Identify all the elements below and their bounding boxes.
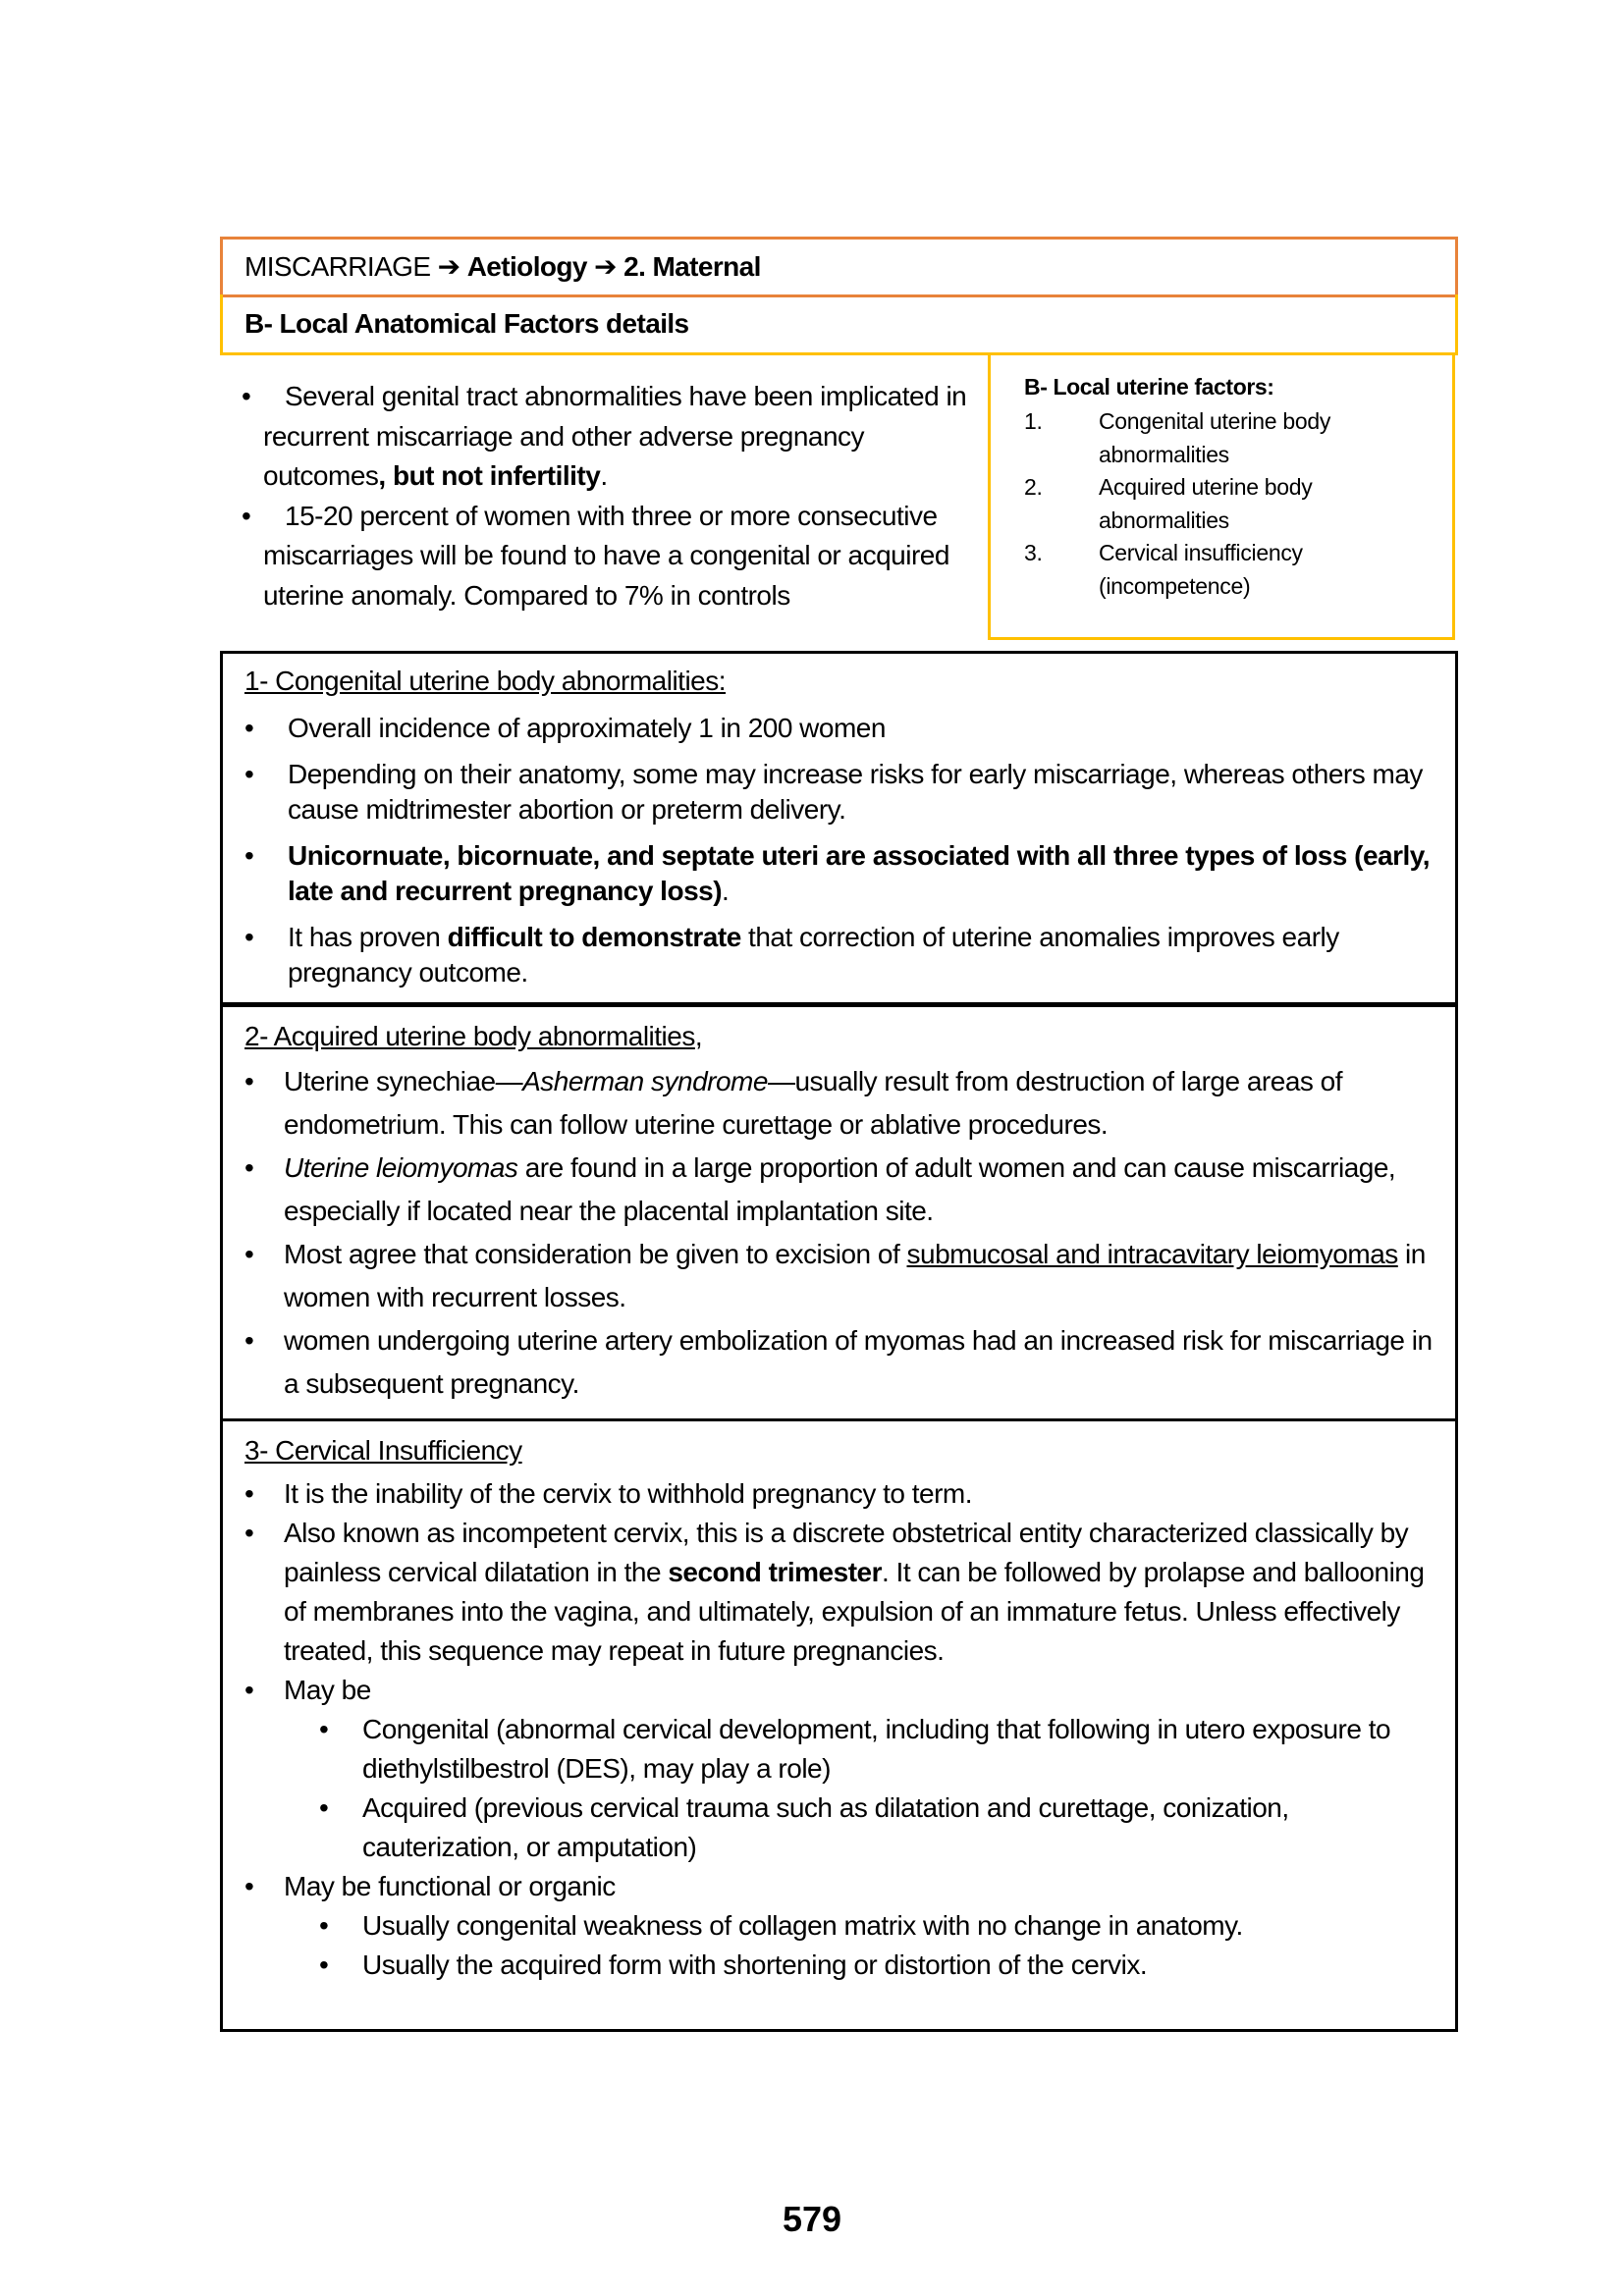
section-heading: [244, 1021, 702, 1052]
bold-text: difficult to demonstrate: [447, 922, 741, 952]
breadcrumb: [244, 250, 761, 283]
item-text: Acquired (previous cervical trauma such as dilatation and curettage, conization, cauterization, or amputation): [362, 1792, 1289, 1862]
bold-text: Unicornuate, bicornuate, and septate uteri are associated with all three types of loss (early, late and recurrent pregnancy loss): [288, 840, 1431, 906]
text-run: are found in a large proportion of adult women and can cause miscarriage, especially if located near the placental implantation site.: [284, 1152, 1396, 1226]
item-text: [263, 381, 966, 491]
item-text: women undergoing uterine artery embolization of myomas had an increased risk for miscarriage in a subsequent pregnancy.: [284, 1325, 1433, 1399]
bullet-icon: •: [319, 1949, 329, 1980]
bullet-icon: •: [244, 1675, 254, 1705]
list-item: [242, 377, 988, 497]
bullet-icon: •: [319, 1714, 329, 1744]
heading-suffix: ,: [694, 1021, 703, 1051]
item-text: Cervical insufficiency (incompetence): [1099, 540, 1303, 599]
bold-text: , but not infertility: [378, 460, 601, 491]
bullet-icon: •: [244, 1066, 254, 1096]
text-run: that correction of uterine anomalies improves early pregnancy outcome.: [288, 922, 1339, 988]
italic-text: Asherman syndrome: [522, 1066, 768, 1096]
item-text: Usually congenital weakness of collagen matrix with no change in anatomy.: [362, 1910, 1243, 1941]
list-item: [244, 1233, 1437, 1319]
bullet-icon: •: [244, 1325, 254, 1356]
page-subtitle: B- Local Anatomical Factors details: [244, 308, 689, 339]
bullet-icon: •: [244, 840, 254, 871]
intro-section: [220, 355, 986, 650]
bullet-icon: •: [319, 1910, 329, 1941]
text-run: in women with recurrent losses.: [284, 1239, 1426, 1312]
bullet-icon: •: [244, 713, 254, 743]
item-text: Congenital (abnormal cervical development, including that following in utero exposure to diethylstilbestrol (DES), may play a role): [362, 1714, 1391, 1784]
sub-list-item: [244, 1710, 1437, 1789]
arrow-right-icon: ➔: [594, 251, 617, 282]
item-number: 3.: [1024, 540, 1043, 565]
text-run: .: [722, 876, 730, 906]
section-list: [244, 711, 1437, 1001]
section-acquired: [220, 1002, 1458, 1421]
list-item: [244, 1867, 1437, 1906]
bullet-icon: •: [319, 1792, 329, 1823]
local-uterine-factors-box: [988, 352, 1455, 640]
breadcrumb-level2: 2. Maternal: [623, 251, 761, 282]
text-run: Uterine synechiae—: [284, 1066, 523, 1096]
bullet-icon: •: [244, 922, 254, 952]
item-text: Usually the acquired form with shortening or distortion of the cervix.: [362, 1949, 1148, 1980]
text-run: Several genital tract abnormalities have been implicated in recurrent miscarriage and other adverse pregnancy outcomes: [263, 381, 967, 491]
item-text: May be: [284, 1675, 371, 1705]
bullet-icon: •: [244, 759, 254, 789]
item-number: 1.: [1024, 408, 1043, 434]
breadcrumb-header: [220, 237, 1458, 297]
sub-list-item: [244, 1946, 1437, 1985]
arrow-right-icon: ➔: [437, 251, 460, 282]
item-number: 2.: [1024, 474, 1043, 500]
breadcrumb-level1: Aetiology: [466, 251, 587, 282]
heading-text: 2- Acquired uterine body abnormalities: [244, 1021, 695, 1051]
list-item: [244, 757, 1437, 828]
bullet-icon: •: [244, 1239, 254, 1269]
section-heading: 3- Cervical Insufficiency: [244, 1435, 522, 1466]
list-item: [244, 1514, 1437, 1671]
subtitle-header: [220, 294, 1458, 355]
item-text: Depending on their anatomy, some may increase risks for early miscarriage, whereas others may cause midtrimester abortion or preterm delivery.: [288, 759, 1423, 825]
list-item: [1024, 537, 1436, 603]
bullet-icon: •: [242, 500, 251, 531]
text-run: —usually result from destruction of large areas of endometrium. This can follow uterine curettage or ablative procedures.: [284, 1066, 1343, 1140]
list-item: [244, 920, 1437, 990]
section-heading: 1- Congenital uterine body abnormalities:: [244, 666, 727, 696]
item-text: It is the inability of the cervix to withhold pregnancy to term.: [284, 1478, 973, 1509]
sub-list-item: [244, 1789, 1437, 1867]
list-item: [242, 497, 988, 616]
list-item: [244, 1060, 1437, 1147]
list-item: [1024, 405, 1436, 471]
breadcrumb-root: MISCARRIAGE: [244, 251, 431, 282]
text-run: .: [600, 460, 608, 491]
item-text: May be functional or organic: [284, 1871, 616, 1901]
section-list: [244, 1474, 1437, 1985]
factors-list: [1024, 405, 1436, 603]
bullet-icon: •: [244, 1518, 254, 1548]
bullet-icon: •: [244, 1871, 254, 1901]
list-item: [244, 1474, 1437, 1514]
text-run: Most agree that consideration be given to excision of: [284, 1239, 907, 1269]
item-text: Congenital uterine body abnormalities: [1099, 408, 1331, 467]
text-run: Also known as incompetent cervix, this is a discrete obstetrical entity characterized classically by painless cervical dilatation in the: [284, 1518, 1409, 1587]
item-text: Overall incidence of approximately 1 in 200 women: [288, 713, 886, 743]
item-text: Acquired uterine body abnormalities: [1099, 474, 1313, 533]
bold-text: second trimester: [668, 1557, 882, 1587]
italic-text: Uterine leiomyomas: [284, 1152, 518, 1183]
list-item: [244, 1147, 1437, 1233]
bullet-icon: •: [244, 1478, 254, 1509]
list-item: [244, 711, 1437, 746]
sub-list-item: [244, 1906, 1437, 1946]
list-item: [244, 1671, 1437, 1710]
underlined-text: submucosal and intracavitary leiomyomas: [906, 1239, 1398, 1269]
text-run: . It can be followed by prolapse and ballooning of membranes into the vagina, and ultimately, expulsion of an immature fetus. Unless effectively treated, this sequence may repeat in future pregnancies.: [284, 1557, 1425, 1666]
section-cervical-insufficiency: [220, 1418, 1458, 2032]
page-number: 579: [782, 2199, 842, 2239]
list-item: [244, 1319, 1437, 1406]
list-item: [244, 838, 1437, 909]
text-run: It has proven: [288, 922, 448, 952]
bullet-icon: •: [244, 1152, 254, 1183]
section-congenital: [220, 651, 1458, 1007]
section-list: [244, 1060, 1437, 1406]
item-text: 15-20 percent of women with three or more consecutive miscarriages will be found to have a congenital or acquired uterine anomaly. Compared to 7% in controls: [263, 500, 949, 611]
list-item: [1024, 471, 1436, 537]
bullet-icon: •: [242, 381, 251, 411]
intro-list: [242, 377, 988, 615]
sidebox-title: B- Local uterine factors:: [1024, 374, 1274, 400]
